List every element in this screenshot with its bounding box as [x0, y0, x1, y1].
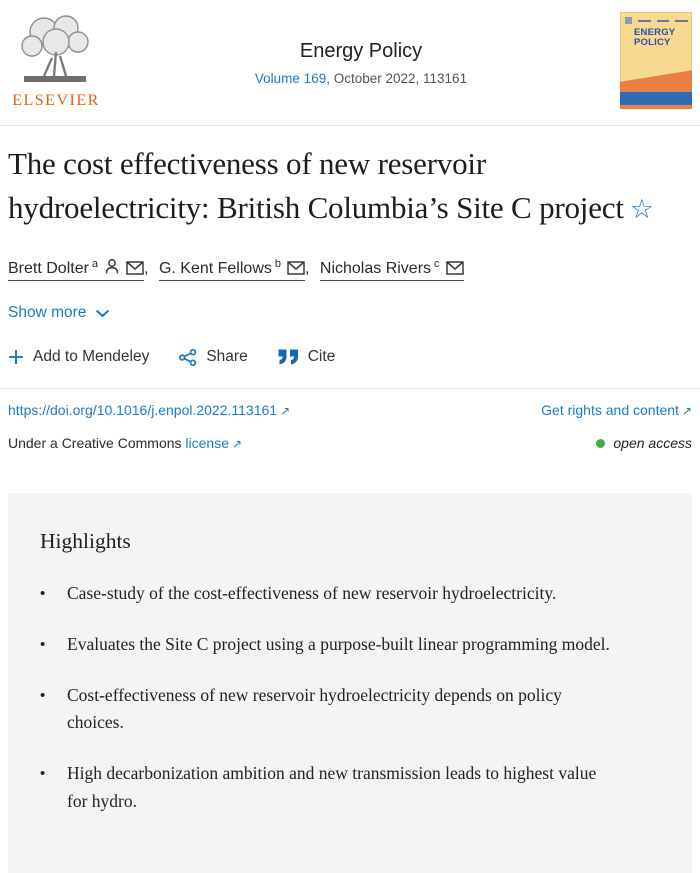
license-link[interactable]: license ↗ — [185, 435, 243, 452]
doi-link[interactable]: https://doi.org/10.1016/j.enpol.2022.113161 ↗ — [8, 402, 291, 419]
share-icon — [179, 349, 197, 366]
plus-icon — [8, 349, 24, 365]
highlights-heading: Highlights — [40, 529, 131, 554]
envelope-icon — [287, 261, 305, 275]
doi-row — [0, 402, 700, 418]
meta-divider — [0, 388, 700, 389]
cover-decoration — [625, 17, 688, 24]
elsevier-logo[interactable] — [10, 12, 102, 110]
open-access-dot-icon — [596, 439, 605, 448]
journal-issue-line — [102, 71, 620, 86]
highlight-item — [40, 580, 615, 608]
bullet-icon: • — [40, 585, 46, 603]
license-row — [0, 435, 700, 451]
get-rights-link[interactable]: Get rights and content ↗ — [541, 402, 692, 419]
show-more-button[interactable]: Show more — [8, 304, 110, 322]
highlight-item — [40, 682, 615, 737]
author-link[interactable]: Brett Dolter $^a$ — [8, 260, 144, 281]
journal-info — [102, 12, 620, 86]
author-link[interactable]: G. Kent Fellows $^b$ — [159, 260, 305, 281]
author-link[interactable]: Nicholas Rivers $^c$ — [320, 260, 464, 281]
elsevier-wordmark: ELSEVIER — [12, 92, 100, 109]
highlight-item — [40, 631, 615, 659]
open-access-badge — [596, 435, 692, 451]
open-access-label: open access — [613, 435, 692, 452]
journal-cover-thumbnail[interactable] — [620, 12, 692, 109]
cite-button[interactable]: Cite — [278, 348, 336, 366]
issue-info: , October 2022, 113161 — [326, 71, 468, 86]
highlights-panel — [8, 493, 692, 873]
cover-art-blue — [620, 92, 692, 105]
highlight-text: High decarbonization ambition and new transmission leads to highest value for hydro. — [67, 762, 597, 811]
share-button[interactable]: Share — [179, 348, 247, 366]
bullet-icon: • — [40, 764, 46, 782]
article-head — [0, 142, 700, 366]
highlight-text: Cost-effectiveness of new reservoir hydroelectricity depends on policy choices. — [67, 684, 562, 733]
external-link-icon: ↗ — [280, 404, 291, 419]
highlight-text: Case-study of the cost-effectiveness of new reservoir hydroelectricity. — [67, 583, 557, 604]
author-list: Brett Dolter $^a$ , G. Kent Fellows $^b$ , Nicholas Rivers $^c$ — [8, 258, 692, 278]
add-to-mendeley-button[interactable]: Add to Mendeley — [8, 348, 149, 366]
journal-title-link[interactable]: Energy Policy — [299, 40, 423, 62]
footnote-star-icon[interactable]: ☆ — [629, 194, 654, 225]
license-text: Under a Creative Commons license ↗ — [8, 435, 243, 452]
external-link-icon: ↗ — [681, 404, 692, 419]
person-icon — [104, 258, 120, 275]
envelope-icon — [126, 261, 144, 275]
highlight-item — [40, 760, 615, 815]
header-divider — [0, 125, 700, 126]
chevron-down-icon — [95, 309, 110, 318]
bullet-icon: • — [40, 686, 46, 704]
highlights-list — [40, 580, 615, 815]
external-link-icon: ↗ — [232, 437, 243, 452]
action-toolbar — [8, 348, 692, 366]
envelope-icon — [446, 261, 464, 275]
bullet-icon: • — [40, 636, 46, 653]
cover-title: ENERGY POLICY — [634, 27, 676, 49]
volume-link[interactable]: Volume 169 — [254, 71, 327, 86]
cite-quote-icon — [278, 349, 299, 365]
article-title: The cost effectiveness of new reservoir hydroelectricity: British Columbia’s Site C project ☆ — [8, 146, 654, 226]
highlight-text: Evaluates the Site C project using a purpose-built linear programming model. — [67, 634, 610, 654]
elsevier-tree-icon — [14, 12, 98, 90]
journal-header — [0, 0, 700, 113]
